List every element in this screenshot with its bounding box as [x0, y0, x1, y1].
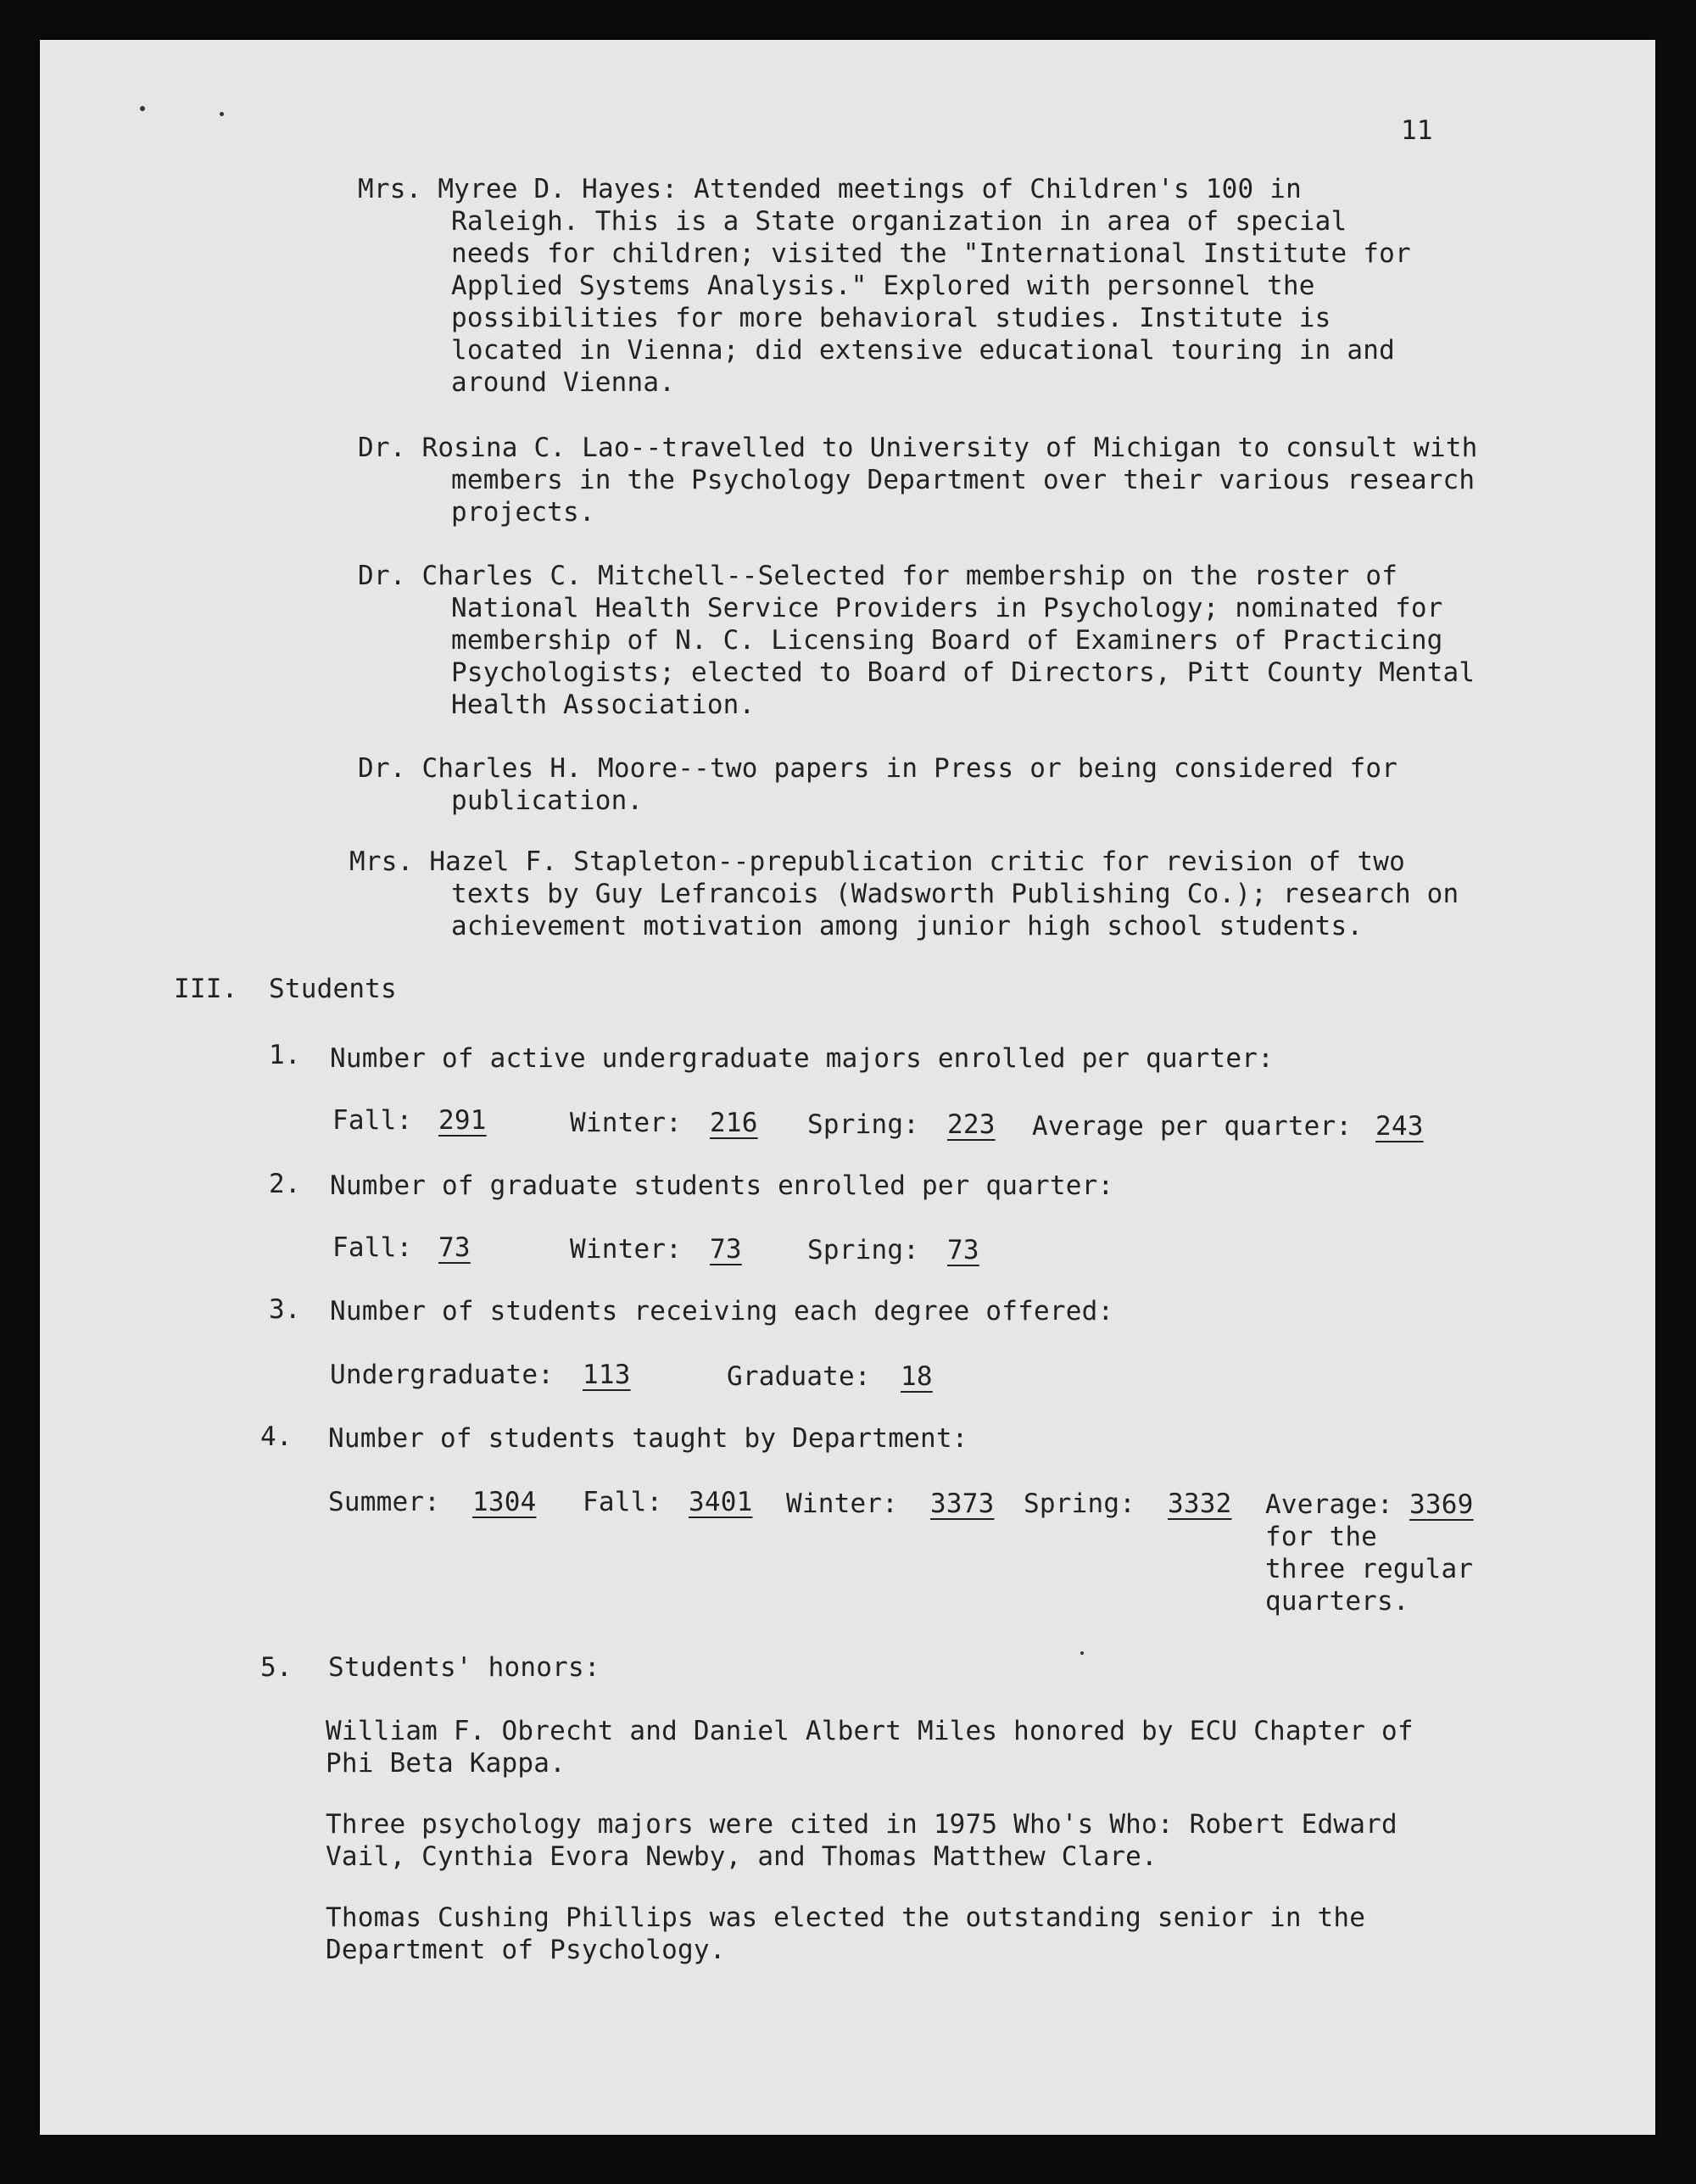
item-text: Number of students receiving each degree offered: [330, 1296, 1114, 1327]
spring-value: 3332 [1168, 1489, 1232, 1519]
honor-line: Thomas Cushing Phillips was elected the outstanding senior in the [326, 1902, 1366, 1933]
page-number: 11 [1401, 115, 1433, 146]
honor-line: Department of Psychology. [326, 1935, 726, 1965]
entry-line: Health Association. [451, 690, 756, 720]
entry-line: National Health Service Providers in Psychology; nominated for [451, 593, 1443, 623]
honor-paragraph [326, 1808, 1398, 1873]
item-text: Students' honors: [328, 1652, 600, 1683]
entry-line: located in Vienna; did extensive educational touring in and [451, 335, 1395, 366]
entry-line: Mrs. Hazel F. Stapleton--prepublication critic for revision of two [349, 846, 1405, 877]
entry-line: Applied Systems Analysis." Explored with personnel the [451, 271, 1315, 301]
honor-line: William F. Obrecht and Daniel Albert Miles honored by ECU Chapter of [326, 1716, 1414, 1746]
honor-paragraph [326, 1902, 1365, 1966]
fall-label: Fall: [332, 1105, 413, 1136]
item-number: 2. [269, 1169, 301, 1199]
spring-value: 73 [947, 1235, 979, 1265]
item-number: 1. [269, 1040, 301, 1070]
note-line: for the [1265, 1522, 1378, 1552]
average-label: Average: [1265, 1489, 1393, 1520]
entry-line: around Vienna. [451, 367, 676, 398]
entry-line: membership of N. C. Licensing Board of Examiners of Practicing [451, 625, 1443, 656]
average-note [1265, 1521, 1473, 1617]
fall-value: 3401 [689, 1487, 753, 1517]
entry-line: Raleigh. This is a State organization in area of special [451, 206, 1347, 237]
summer-value: 1304 [472, 1487, 537, 1517]
winter-value: 216 [710, 1108, 758, 1138]
fall-value: 73 [438, 1232, 471, 1263]
honor-line: Phi Beta Kappa. [326, 1748, 566, 1779]
item-number: 3. [269, 1294, 301, 1325]
winter-label: Winter: [570, 1234, 683, 1265]
fall-label: Fall: [583, 1487, 663, 1517]
entry-line: possibilities for more behavioral studies. Institute is [451, 303, 1331, 333]
entry-line: achievement motivation among junior high school students. [451, 911, 1364, 941]
entry-line: Psychologists; elected to Board of Directors, Pitt County Mental [451, 657, 1476, 688]
graduate-value: 18 [901, 1361, 933, 1392]
undergraduate-value: 113 [583, 1360, 631, 1390]
average-label: Average per quarter: [1032, 1111, 1353, 1142]
winter-value: 3373 [930, 1489, 995, 1519]
faculty-entry-moore [358, 752, 1398, 817]
note-line: three regular [1265, 1554, 1474, 1584]
graduate-label: Graduate: [727, 1361, 871, 1392]
winter-label: Winter: [786, 1489, 899, 1519]
winter-value: 73 [710, 1234, 742, 1265]
entry-line: members in the Psychology Department over their various research [451, 465, 1476, 495]
item-text: Number of students taught by Department: [328, 1423, 968, 1454]
spring-label: Spring: [807, 1109, 920, 1140]
fall-value: 291 [438, 1105, 487, 1136]
spring-label: Spring: [807, 1235, 920, 1265]
honor-line: Three psychology majors were cited in 1975 Who's Who: Robert Edward [326, 1809, 1398, 1840]
entry-line: needs for children; visited the "International Institute for [451, 238, 1411, 269]
section-numeral: III. [174, 974, 238, 1004]
faculty-entry-mitchell [358, 560, 1475, 721]
spring-label: Spring: [1024, 1489, 1136, 1519]
paper-speck [1080, 1651, 1084, 1655]
paper-speck [220, 112, 224, 116]
entry-line: Dr. Charles H. Moore--two papers in Press or being considered for [358, 753, 1398, 784]
honor-line: Vail, Cynthia Evora Newby, and Thomas Matthew Clare. [326, 1841, 1158, 1872]
entry-line: Dr. Charles C. Mitchell--Selected for membership on the roster of [358, 561, 1398, 591]
entry-line: Dr. Rosina C. Lao--travelled to University of Michigan to consult with [358, 433, 1478, 463]
note-line: quarters. [1265, 1586, 1409, 1617]
entry-line: texts by Guy Lefrancois (Wadsworth Publishing Co.); research on [451, 879, 1459, 909]
honor-paragraph [326, 1715, 1414, 1779]
item-text: Number of active undergraduate majors enrolled per quarter: [330, 1043, 1274, 1074]
summer-label: Summer: [328, 1487, 441, 1517]
faculty-entry-stapleton [349, 846, 1459, 942]
fall-label: Fall: [332, 1232, 413, 1263]
section-title: Students [269, 974, 397, 1004]
faculty-entry-lao [358, 432, 1477, 528]
spring-value: 223 [947, 1109, 996, 1140]
entry-line: Mrs. Myree D. Hayes: Attended meetings of Children's 100 in [358, 174, 1302, 204]
average-value: 3369 [1409, 1489, 1474, 1520]
paper-speck [140, 106, 145, 111]
average-value: 243 [1375, 1111, 1424, 1142]
document-page [40, 40, 1655, 2135]
item-number: 4. [260, 1422, 293, 1452]
faculty-entry-hayes [358, 173, 1411, 399]
entry-line: publication. [451, 785, 644, 816]
undergraduate-label: Undergraduate: [330, 1360, 555, 1390]
entry-line: projects. [451, 497, 595, 528]
item-text: Number of graduate students enrolled per quarter: [330, 1170, 1114, 1201]
item-number: 5. [260, 1652, 293, 1683]
winter-label: Winter: [570, 1108, 683, 1138]
